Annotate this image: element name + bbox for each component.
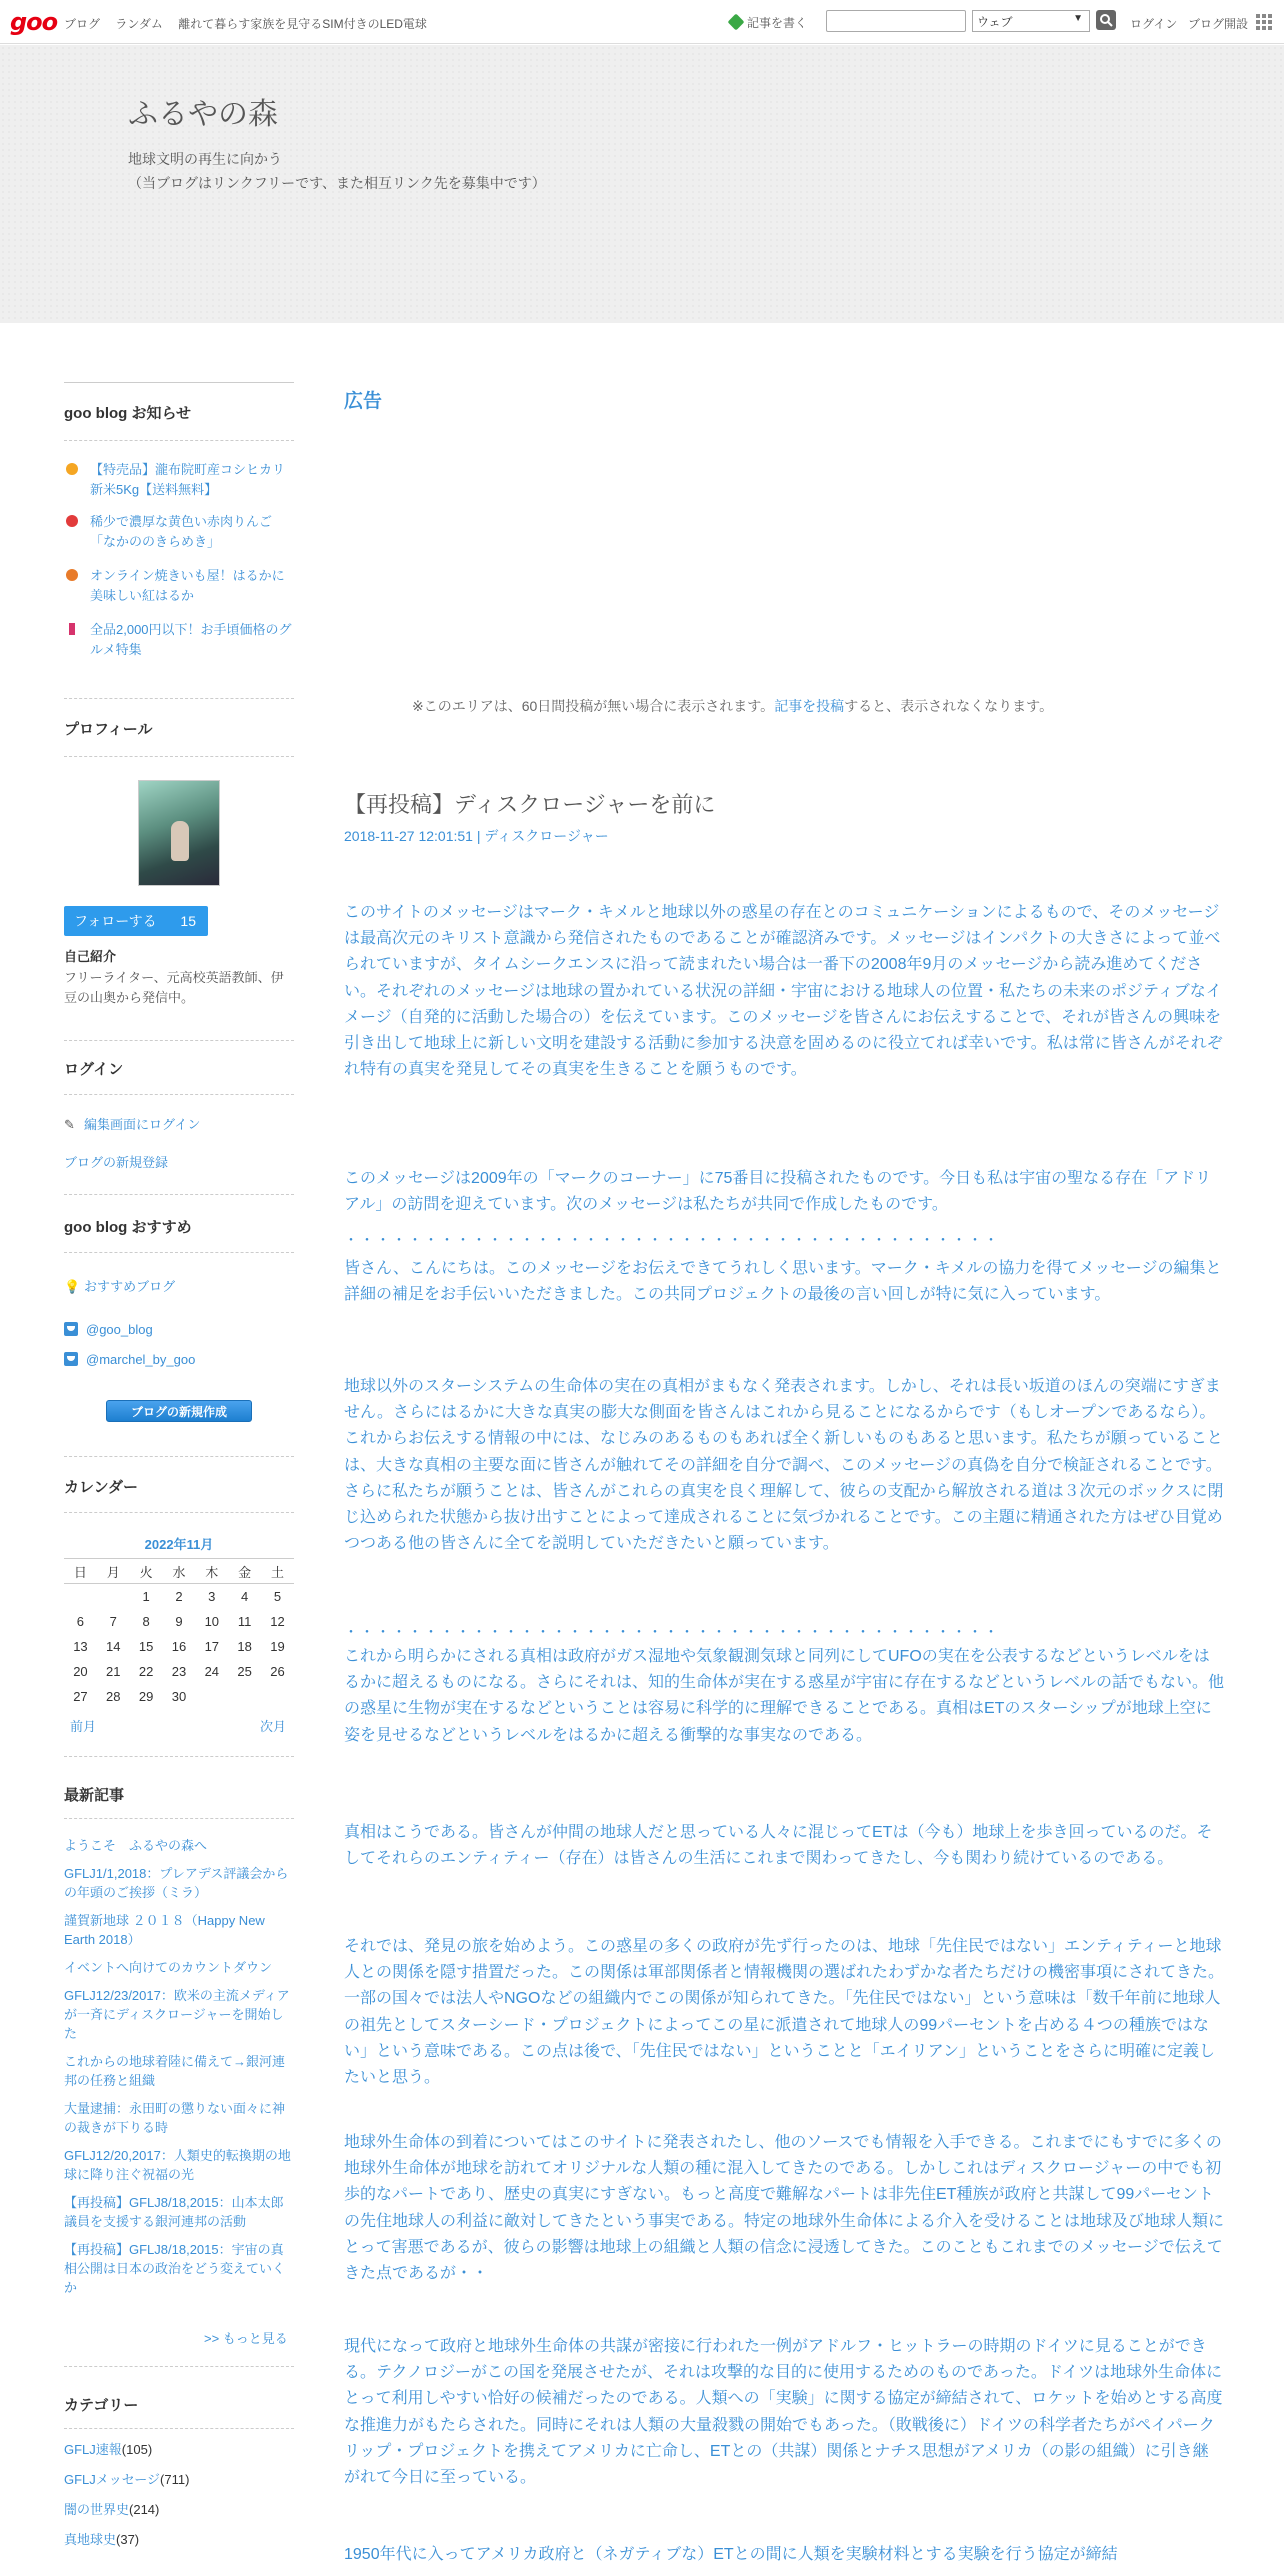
calendar-day: 21	[106, 1663, 121, 1679]
sun-icon	[66, 463, 78, 475]
login-link[interactable]: ログイン	[1130, 17, 1178, 31]
calendar-week	[64, 1634, 294, 1659]
sweet-potato-icon	[66, 569, 78, 581]
notice-heading: goo blog お知らせ	[64, 405, 192, 422]
divider	[64, 1818, 294, 1819]
edit-login-link[interactable]	[64, 1114, 200, 1133]
calendar-day: 10	[204, 1613, 220, 1629]
category-item[interactable]	[64, 2530, 294, 2550]
calendar-week	[64, 1584, 294, 1609]
recent-article-link[interactable]: 謹賀新地球 ２０１８（Happy New Earth 2018）	[64, 1913, 265, 1947]
recent-article-link[interactable]: 【再投稿】GFLJ8/18,2015：山本太郎議員を支援する銀河連邦の活動	[64, 2195, 284, 2229]
twitter-icon	[64, 1322, 78, 1336]
category-count: (214)	[129, 2502, 160, 2517]
weekday: 木	[195, 1559, 228, 1584]
calendar-day: 26	[270, 1663, 285, 1679]
lightbulb-icon: 💡	[64, 1279, 81, 1294]
twitter-handle: @goo_blog	[86, 1322, 153, 1337]
ad-note-text: ※このエリアは、60日間投稿が無い場合に表示されます。	[412, 698, 775, 714]
ad-note-text: すると、表示されなくなります。	[844, 698, 1054, 714]
post-title[interactable]: 【再投稿】ディスクロージャーを前に	[344, 792, 716, 817]
category-name: GFLJ速報	[64, 2442, 122, 2457]
apple-icon	[66, 515, 78, 527]
category-heading: カテゴリー	[64, 2397, 139, 2414]
calendar-day: 5	[273, 1588, 282, 1604]
divider	[64, 1094, 294, 1095]
calendar-day: 8	[142, 1613, 150, 1629]
calendar-week	[64, 1659, 294, 1684]
recent-article-link[interactable]: GFLJ12/20,2017：人類史的転換期の地球に降り注ぐ祝福の光	[64, 2148, 291, 2182]
recent-article-link[interactable]: GFLJ1/1,2018：プレアデス評議会からの年頭のご挨拶（ミラ）	[64, 1866, 289, 1900]
calendar-day: 20	[73, 1663, 88, 1679]
notice-label: オンライン焼きいも屋！はるかに美味しい紅はるか	[90, 568, 285, 603]
post-category-link[interactable]: ディスクロージャー	[484, 828, 609, 844]
post-meta	[344, 826, 609, 846]
divider	[64, 2366, 294, 2367]
calendar-day: 11	[237, 1613, 252, 1629]
calendar-next-link[interactable]: 次月	[260, 1719, 287, 1734]
blog-description: 地球文明の再生に向かう （当ブログはリンクフリーです、また相互リンク先を募集中です）	[128, 151, 546, 191]
more-articles-link[interactable]: >> もっと見る	[204, 2331, 288, 2346]
calendar-day	[195, 1684, 228, 1709]
divider	[64, 698, 294, 699]
recent-article-link[interactable]: GFLJ12/23/2017：欧米の主流メディアが一斉にディスクロージャーを開始した	[64, 1988, 290, 2041]
open-blog-link[interactable]: ブログ開設	[1188, 17, 1249, 31]
calendar-day: 28	[106, 1688, 121, 1704]
category-count: (37)	[116, 2532, 140, 2547]
twitter-goo-blog-link[interactable]	[64, 1322, 153, 1337]
calendar-day: 18	[237, 1638, 252, 1654]
meta-separator: |	[472, 828, 485, 844]
category-name: GFLJメッセージ	[64, 2472, 161, 2487]
divider	[64, 1512, 294, 1513]
calendar-week	[64, 1684, 294, 1709]
new-register-link[interactable]: ブログの新規登録	[64, 1155, 169, 1170]
weekday: 土	[261, 1559, 294, 1584]
calendar-day: 29	[138, 1688, 154, 1704]
notice-item[interactable]	[64, 512, 294, 552]
recent-heading: 最新記事	[64, 1787, 125, 1804]
self-intro-text: フリーライター、元高校英語教師、伊豆の山奥から発信中。	[64, 970, 284, 1005]
avatar[interactable]	[138, 780, 220, 886]
nav-random-link[interactable]: ランダム	[115, 17, 163, 31]
post-paragraph: 皆さん、こんにちは。このメッセージをお伝えできてうれしく思います。マーク・キメルの協力を得てメッセージの編集と詳細の補足をお手伝いいただきました。この共同プロジェクトの最後の言い回しが特に気に入っています。	[344, 1260, 1222, 1304]
calendar-month: 2022年11月	[144, 1537, 214, 1552]
calendar-day: 14	[106, 1638, 121, 1654]
category-count: (711)	[160, 2472, 190, 2487]
calendar-day: 16	[171, 1638, 187, 1654]
calendar-table	[64, 1558, 294, 1709]
post-paragraph: 現代になって政府と地球外生命体の共謀が密接に行われた一例がアドルフ・ヒットラーの時期のドイツに見ることができる。テクノロジーがこの国を発展させたが、それは攻撃的な目的に使用するためのものであった。ドイツは地球外生命体にとって利用しやすい恰好の候補だったのである。人類への「実験」に関する協定が締結されて、ロケットを始めとする高度な推進力がもたらされた。同時にそれは人類の大量殺戮の開始でもあった。（敗戦後に）ドイツの科学者たちがペイパークリップ・プロジェクトを携えてアメリカに亡命し、ETとの（共謀）関係とナチス思想がアメリカ（の影の組織）に引き継がれて今日に至っている。	[344, 2338, 1223, 2487]
recent-article-link[interactable]: ようこそ ふるやの森へ	[64, 1838, 208, 1853]
divider	[64, 1756, 294, 1757]
notice-item[interactable]	[64, 460, 294, 500]
category-item[interactable]	[64, 2470, 294, 2490]
recent-article-link[interactable]: イベントへ向けてのカウントダウン	[64, 1960, 273, 1975]
follow-count: 15	[180, 913, 196, 929]
post-paragraph: 地球以外のスターシステムの生命体の実在の真相がまもなく発表されます。しかし、それは長い坂道のほんの突端にすぎません。さらにはるかに大きな真実の膨大な側面を皆さんはこれから見ることになるからです（もしオープンであるなら）。これからお伝えする情報の中には、なじみのあるものもあれば全く新しいものもあると思います。私たちが願っていることは、大きな真相の主要な面に皆さんが触れてその詳細を自分で調べ、このメッセージの真偽を自分で検証されることです。さらに私たちが願うことは、皆さんがこれらの真実を良く理解して、彼らの支配から解放される道は３次元のボックスに閉じ込められた状態から抜け出すことによって達成されることに気づかれることです。この主題に精通された方はぜひ目覚めつつある他の皆さんに全てを説明していただきたいと願っています。	[344, 1378, 1224, 1553]
recommend-blog-label: おすすめブログ	[84, 1279, 176, 1294]
weekday: 日	[64, 1559, 97, 1584]
calendar-day: 2	[175, 1588, 183, 1604]
weekday: 月	[97, 1559, 130, 1584]
calendar-day: 17	[204, 1638, 220, 1654]
calendar-day: 22	[138, 1663, 154, 1679]
music-note-icon	[69, 623, 75, 635]
category-list	[64, 2440, 294, 2560]
write-article-label: 記事を書く	[747, 16, 808, 30]
recent-article-link[interactable]: 大量逮捕：永田町の懲りない面々に神の裁きが下りる時	[64, 2101, 286, 2135]
write-article-link[interactable]	[730, 14, 807, 31]
calendar-day: 23	[171, 1663, 187, 1679]
divider	[64, 2428, 294, 2429]
calendar-day: 24	[204, 1663, 220, 1679]
recent-article-link[interactable]: 【再投稿】GFLJ8/18,2015：宇宙の真相公開は日本の政治をどう変えていくか	[64, 2242, 286, 2295]
calendar-day: 1	[142, 1588, 150, 1604]
divider	[64, 1040, 294, 1041]
ad-note	[412, 696, 1053, 716]
weekday: 水	[163, 1559, 196, 1584]
weekday: 金	[228, 1559, 261, 1584]
calendar-day: 15	[138, 1638, 154, 1654]
calendar-day: 9	[175, 1613, 183, 1629]
calendar-day: 19	[270, 1638, 285, 1654]
post-paragraph: これから明らかにされる真相は政府がガス湿地や気象観測気球と同列にしてUFOの実在を公表するなどというレベルをはるかに超えるものになる。さらにそれは、知的生命体が実在する惑星が宇宙に存在するなどというレベルの話でもない。他の惑星に生物が実在するなどということは容易に科学的に理解できることである。真相はETのスターシップが地球上空に姿を見せるなどというレベルをはるかに超える衝撃的な事実なのである。	[344, 1648, 1225, 1744]
divider	[64, 1456, 294, 1457]
nav-blog-link[interactable]: ブログ	[64, 17, 101, 31]
divider	[64, 756, 294, 757]
calendar-week	[64, 1609, 294, 1634]
calendar-day: 4	[241, 1588, 249, 1604]
category-item[interactable]	[64, 2500, 294, 2520]
follow-button[interactable]	[64, 906, 208, 936]
notice-item[interactable]	[64, 566, 294, 606]
blog-title[interactable]: ふるやの森	[128, 97, 278, 132]
post-paragraph: 真相はこうである。皆さんが仲間の地球人だと思っている人々に混じってETは（今も）地球上を歩き回っているのだ。そしてそれらのエンティティー（存在）は皆さんの生活にこれまで関わってきたし、今も関わり続けているのである。	[344, 1824, 1213, 1868]
calendar-day: 30	[171, 1688, 187, 1704]
calendar-day: 12	[270, 1613, 285, 1629]
recent-articles-list	[64, 1836, 294, 2306]
search-input[interactable]	[826, 10, 966, 32]
search-icon	[1099, 13, 1113, 27]
follow-label: フォローする	[74, 913, 157, 929]
divider	[64, 1194, 294, 1195]
new-blog-button[interactable]: ブログの新規作成	[106, 1400, 252, 1422]
separator-dots: ・・・・・・・・・・・・・・・・・・・・・・・・・・・・・・・・・・・・・・・・・	[344, 1232, 1000, 1248]
top-nav	[64, 15, 439, 32]
calendar-weekday-row	[64, 1559, 294, 1584]
calendar-day: 3	[208, 1588, 216, 1604]
post-date: 2018-11-27 12:01:51	[344, 828, 473, 844]
calendar-heading: カレンダー	[64, 1479, 139, 1496]
nav-promo-link[interactable]: 離れて暮らす家族を見守るSIM付きのLED電球	[178, 17, 427, 31]
calendar-prev-link[interactable]: 前月	[70, 1719, 97, 1734]
weekday: 火	[130, 1559, 163, 1584]
post-paragraph: 地球外生命体の到着についてはこのサイトに発表されたし、他のソースでも情報を入手できる。これまでにもすでに多くの地球外生命体が地球を訪れてオリジナルな人類の種に混入してきたのである。しかしこれはディスクロージャーの中でも初歩的なパートであり、歴史の真実にすぎない。もっと高度で難解なパートは非先住ET種族が政府と共謀して99パーセントの先住地球人の利益に敵対してきたという事実である。特定の地球外生命体による介入を受けることは地球及び地球人類にとって害悪であるが、彼らの影響は地球上の組織と人類の信念に浸透してきた。このこともこれまでのメッセージで伝えてきた点であるが・・	[344, 2134, 1225, 2283]
chevron-down-icon: ▼	[1073, 13, 1083, 24]
calendar-day: 25	[237, 1663, 252, 1679]
calendar-day: 6	[76, 1613, 85, 1629]
calendar-day: 27	[73, 1688, 88, 1704]
post-paragraph: 1950年代に入ってアメリカ政府と（ネガティブな）ETとの間に人類を実験材料とする実験を行う協定が締結	[344, 2546, 1118, 2563]
notice-label: 全品2,000円以下！お手頃価格のグルメ特集	[90, 622, 292, 657]
profile-heading: プロフィール	[64, 721, 153, 738]
divider	[64, 1252, 294, 1253]
calendar-day	[97, 1584, 130, 1609]
search-scope-value: ウェブ	[977, 15, 1013, 29]
divider	[64, 382, 294, 383]
separator-dots: ・・・・・・・・・・・・・・・・・・・・・・・・・・・・・・・・・・・・・・・・・	[344, 1624, 1000, 1640]
category-name: 真地球史	[64, 2532, 117, 2547]
calendar-day	[261, 1684, 294, 1709]
pencil-icon: ✎	[64, 1117, 75, 1132]
calendar-day: 13	[73, 1638, 88, 1654]
global-header	[0, 0, 1284, 44]
twitter-handle: @marchel_by_goo	[86, 1352, 196, 1367]
recent-article-link[interactable]: これからの地球着陸に備えて→銀河連邦の任務と組織	[64, 2054, 286, 2088]
blog-header	[0, 45, 1284, 323]
category-item[interactable]	[64, 2440, 294, 2460]
category-count: (105)	[121, 2442, 153, 2457]
self-intro-heading: 自己紹介	[64, 949, 117, 964]
edit-login-label: 編集画面にログイン	[84, 1117, 201, 1132]
recommend-blog-link[interactable]	[64, 1276, 175, 1295]
recommend-heading: goo blog おすすめ	[64, 1219, 192, 1236]
post-paragraph: このサイトのメッセージはマーク・キメルと地球以外の惑星の存在とのコミュニケーションによるもので、そのメッセージは最高次元のキリスト意識から発信されたものであることが確認済みです。メッセージはインパクトの大きさによって並べられていますが、タイムシークエンスに沿って読まれたい場合は一番下の2008年9月のメッセージから読み進めてください。それぞれのメッセージは地球の置かれている状況の詳細・宇宙における地球人の位置・私たちの未来のポジティブなイメージ（自発的に活動した場合の）を伝えています。このメッセージを皆さんにお伝えすることで、それが皆さんの興味を引き出して地球上に新しい文明を建設する活動に参加する決意を固めるのに役立てれば幸いです。私は常に皆さんがそれぞれ特有の真実を発見してその真実を生きることを願うものです。	[344, 904, 1223, 1079]
apps-grid-icon[interactable]	[1256, 14, 1272, 30]
divider	[64, 440, 294, 441]
login-heading: ログイン	[64, 1061, 124, 1078]
post-paragraph: このメッセージは2009年の「マークのコーナー」に75番目に投稿されたものです。今日も私は宇宙の聖なる存在「アドリアル」の訪問を迎えています。次のメッセージは私たちが共同で作成したものです。	[344, 1170, 1212, 1214]
notice-item[interactable]	[64, 620, 294, 660]
post-article-link[interactable]: 記事を投稿	[774, 698, 845, 714]
search-scope-select[interactable]	[972, 10, 1090, 32]
notice-label: 稀少で濃厚な黄色い赤肉りんご「なかののきらめき」	[90, 514, 273, 549]
twitter-icon	[64, 1352, 78, 1366]
calendar-day	[228, 1684, 261, 1709]
calendar-day	[64, 1584, 97, 1609]
pen-icon	[728, 14, 745, 31]
calendar-day: 7	[109, 1613, 117, 1629]
notice-label: 【特売品】瀧布院町産コシヒカリ新米5Kg【送料無料】	[90, 462, 286, 497]
goo-logo[interactable]: goo	[10, 8, 58, 36]
search-button[interactable]	[1096, 10, 1116, 30]
ad-heading: 広告	[344, 391, 383, 412]
twitter-marchel-link[interactable]	[64, 1352, 195, 1367]
post-paragraph: それでは、発見の旅を始めよう。この惑星の多くの政府が先ず行ったのは、地球「先住民ではない」エンティティーと地球人との関係を隠す措置だった。この関係は軍部関係者と情報機関の選ばれたわずかな者たちだけの機密事項にされてきた。一部の国々では法人やNGOなどの組織内でこの関係が知られてきた。「先住民ではない」という意味は「数千年前に地球人の祖先としてスターシード・プロジェクトによってこの星に派遣されて地球人の99パーセントを占める４つの種族ではない」という意味である。この点は後で、「先住民ではない」ということと「エイリアン」ということをさらに明確に定義したいと思う。	[344, 1938, 1225, 2087]
category-name: 闇の世界史	[64, 2502, 130, 2517]
